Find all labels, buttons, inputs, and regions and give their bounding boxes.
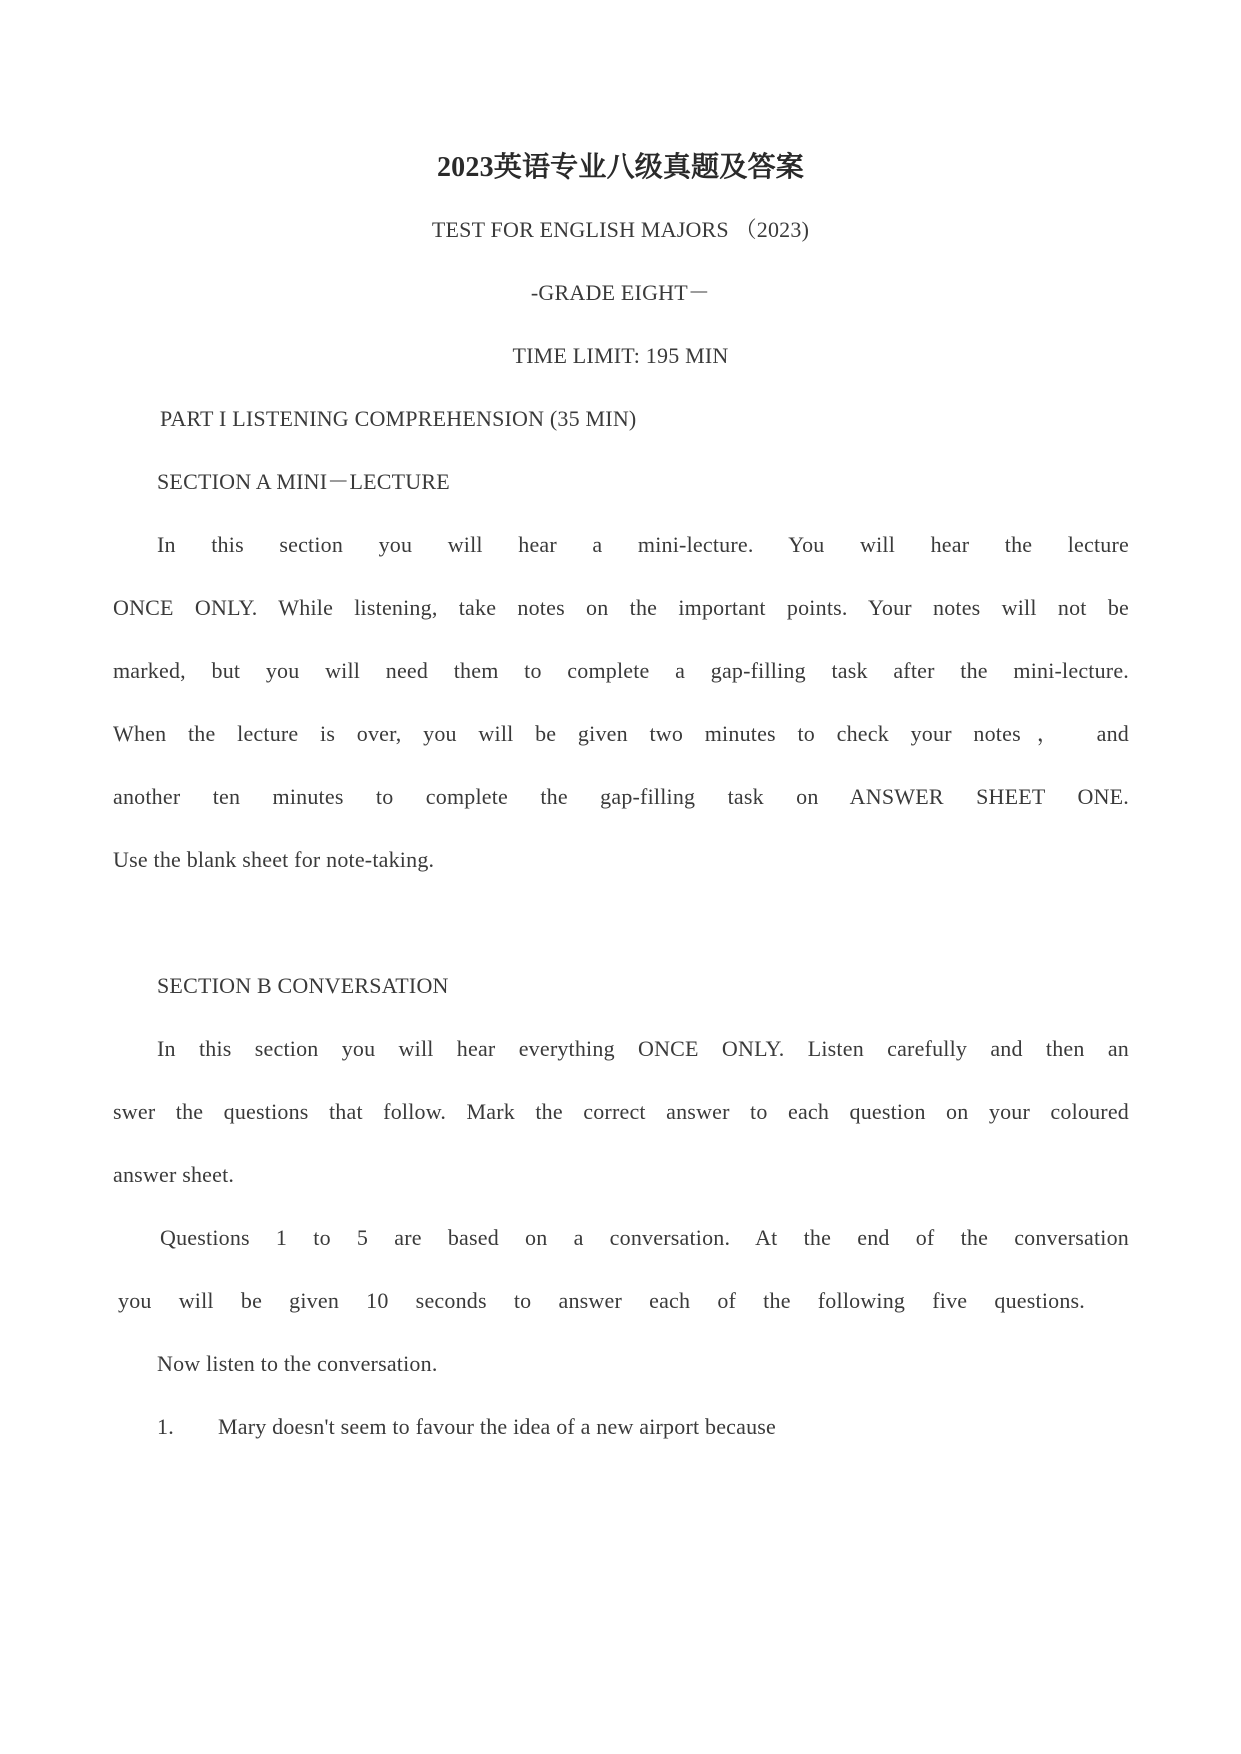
- part-one-heading: PART I LISTENING COMPREHENSION (35 MIN): [160, 406, 637, 431]
- test-subtitle: TEST FOR ENGLISH MAJORS （2023): [431, 217, 810, 242]
- time-limit: TIME LIMIT: 195 MIN: [512, 343, 729, 368]
- question-number: 1.: [157, 1414, 174, 1439]
- document-title: 2023英语专业八级真题及答案: [436, 152, 804, 183]
- section-a-line: another ten minutes to complete the gap-filling task on ANSWER SHEET ONE.: [113, 784, 1129, 809]
- section-b-heading: SECTION B CONVERSATION: [157, 973, 449, 998]
- section-b-line: Questions 1 to 5 are based on a conversation. At the end of the conversation: [160, 1225, 1129, 1250]
- section-a-heading: SECTION A MINI－LECTURE: [157, 469, 450, 494]
- section-b-line: you will be given 10 seconds to answer each of the following five questions.: [118, 1288, 1085, 1313]
- section-a-line: marked, but you will need them to complete a gap-filling task after the mini-lecture.: [113, 658, 1129, 683]
- section-b-line: swer the questions that follow. Mark the correct answer to each question on your coloured: [113, 1099, 1129, 1124]
- section-a-line: In this section you will hear a mini-lecture. You will hear the lecture: [157, 532, 1129, 557]
- grade-label: -GRADE EIGHT－: [530, 280, 711, 305]
- section-a-line: ONCE ONLY. While listening, take notes on the important points. Your notes will not be: [113, 595, 1129, 620]
- question-text: Mary doesn't seem to favour the idea of a new airport because: [218, 1414, 777, 1439]
- listening-instruction: Now listen to the conversation.: [157, 1351, 438, 1376]
- section-a-line: Use the blank sheet for note-taking.: [113, 847, 435, 872]
- section-b-line: answer sheet.: [113, 1162, 235, 1187]
- section-a-line: When the lecture is over, you will be given two minutes to check your notes， and: [113, 721, 1129, 746]
- section-b-line: In this section you will hear everything ONCE ONLY. Listen carefully and then an: [157, 1036, 1129, 1061]
